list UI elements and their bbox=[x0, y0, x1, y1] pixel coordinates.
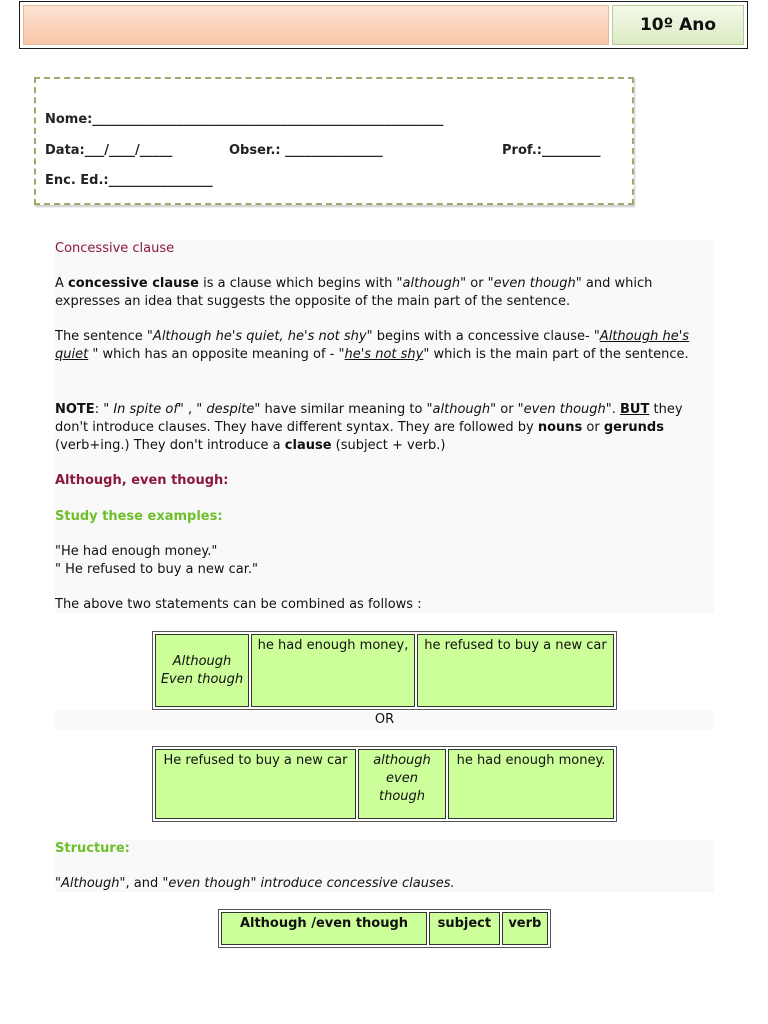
table1-conjunction-cell: Although Even though bbox=[155, 634, 249, 707]
header-bar bbox=[19, 1, 748, 49]
structure-heading: Structure: bbox=[55, 841, 130, 856]
combination-table-2 bbox=[152, 746, 617, 822]
table1-clause-cell: he had enough money, bbox=[251, 634, 415, 707]
name-field: Nome:______________________________________________________ bbox=[45, 112, 444, 127]
structure-text: "Although", and "even though" introduce concessive clauses. bbox=[55, 876, 455, 891]
table2-conjunction-cell: although even though bbox=[358, 749, 446, 819]
grade-label: 10º Ano bbox=[612, 5, 744, 45]
study-heading: Study these examples: bbox=[55, 509, 223, 524]
combine-text: The above two statements can be combined as follows : bbox=[55, 597, 422, 612]
example-sentence-2: " He refused to buy a new car." bbox=[55, 562, 259, 577]
table2-clause-cell: he had enough money. bbox=[448, 749, 614, 819]
example-paragraph: The sentence "Although he's quiet, he's not shy" begins with a concessive clause- "Although he's quiet " which has an opposite meaning of - "he's not shy" which is the main part of the sentence. bbox=[55, 329, 690, 362]
structure-subject-cell: subject bbox=[429, 912, 500, 945]
lesson-title: Concessive clause bbox=[55, 241, 175, 256]
structure-table bbox=[218, 909, 551, 948]
table2-main-cell: He refused to buy a new car bbox=[155, 749, 356, 819]
example-sentence-1: "He had enough money." bbox=[55, 544, 218, 559]
note-paragraph: NOTE: " In spite of" , " despite" have similar meaning to "although" or "even though". BUT they don't introduce clauses. They have different syntax. They are followed by nouns or gerunds (verb+ing.) They don't introduce a clause (subject + verb.) bbox=[55, 402, 683, 453]
subheading-although: Although, even though: bbox=[55, 473, 229, 488]
header-title-area bbox=[23, 5, 609, 45]
date-field: Data:___/____/_____ bbox=[45, 143, 173, 158]
student-info-box bbox=[34, 77, 634, 205]
structure-conjunction-cell: Although /even though bbox=[221, 912, 427, 945]
definition-paragraph: A concessive clause is a clause which begins with "although" or "even though" and which expresses an idea that suggests the opposite of the main part of the sentence. bbox=[55, 276, 653, 309]
guardian-field: Enc. Ed.:________________ bbox=[45, 173, 213, 188]
or-label: OR bbox=[374, 712, 395, 727]
combination-table-1 bbox=[152, 631, 617, 710]
observation-field: Obser.: _______________ bbox=[229, 143, 383, 158]
teacher-field: Prof.:_________ bbox=[502, 143, 601, 158]
structure-verb-cell: verb bbox=[502, 912, 548, 945]
table1-main-cell: he refused to buy a new car bbox=[417, 634, 614, 707]
